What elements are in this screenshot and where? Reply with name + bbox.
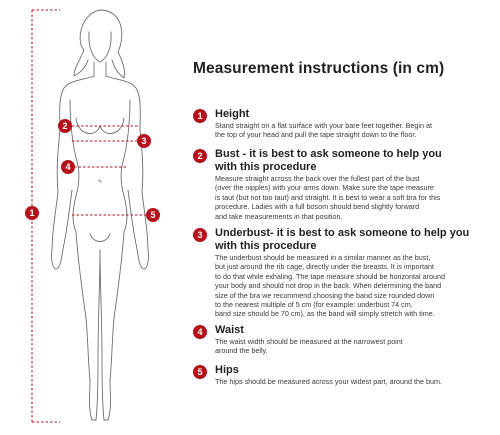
section-body: The waist width should be measured at the narrowest point around the belly. bbox=[215, 337, 403, 356]
section-body: The underbust should be measured in a similar manner as the bust, but just around the rib cage, directly under the breasts. It is important to do that while exhaling. The tape measure should be horizontal around your body and should not drop in the back. When determining the band size of the bra we recommend choosing the band size rounded down to the nearest multiple of 5 cm (for example: underbust 74 cm, band size should be 70 cm), as the band will simply stretch with time. bbox=[215, 253, 446, 319]
section-body: Measure straight across the back over the fullest part of the bust (over the nipples) with your arms down. Make sure the tape measure is taut (but not too taut) and straight. It is best to wear a soft bra for this procedure. Ladies with a full bosom should bend slightly forward and take measurements in that position. bbox=[215, 174, 441, 221]
section-number-badge: 4 bbox=[193, 325, 207, 339]
section-number-badge: 1 bbox=[193, 109, 207, 123]
section-waist bbox=[193, 324, 498, 356]
page-title: Measurement instructions (in cm) bbox=[193, 60, 445, 77]
marker-bust: 2 bbox=[58, 119, 72, 133]
section-body: Stand straight on a flat surface with your bare feet together. Begin at the top of your head and pull the tape straight down to the floor. bbox=[215, 121, 432, 140]
marker-hips: 5 bbox=[146, 208, 160, 222]
section-bust bbox=[193, 148, 498, 221]
section-underbust bbox=[193, 227, 498, 319]
section-height bbox=[193, 108, 498, 140]
marker-waist: 4 bbox=[61, 160, 75, 174]
section-body: The hips should be measured across your widest part, around the bum. bbox=[215, 377, 442, 386]
section-heading: Underbust- it is best to ask someone to help you with this procedure bbox=[215, 227, 470, 252]
marker-height: 1 bbox=[25, 206, 39, 220]
section-number-badge: 5 bbox=[193, 365, 207, 379]
section-heading: Bust - it is best to ask someone to help you with this procedure bbox=[215, 148, 442, 173]
section-heading: Height bbox=[215, 108, 250, 120]
section-heading: Hips bbox=[215, 364, 239, 376]
marker-underbust: 3 bbox=[137, 134, 151, 148]
body-figure bbox=[0, 0, 190, 435]
section-heading: Waist bbox=[215, 324, 244, 336]
section-number-badge: 2 bbox=[193, 149, 207, 163]
section-number-badge: 3 bbox=[193, 228, 207, 242]
section-hips bbox=[193, 364, 498, 386]
